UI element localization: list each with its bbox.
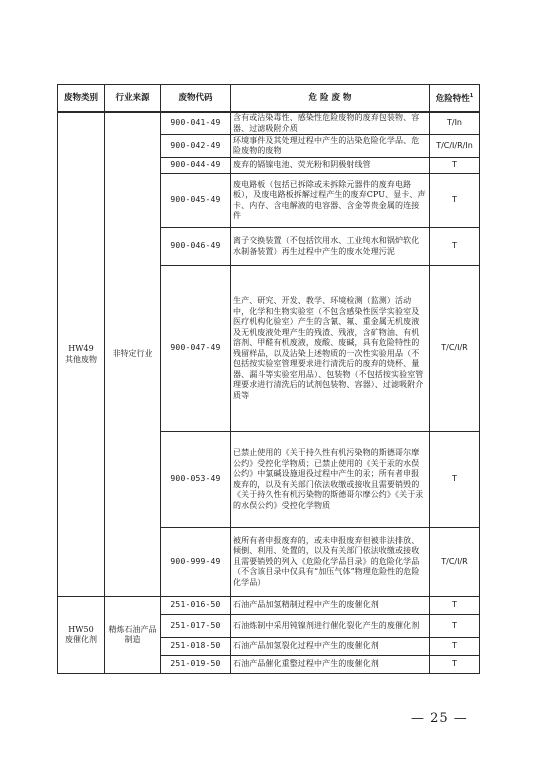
hazard-characteristic: T (430, 656, 480, 674)
table-row (58, 112, 480, 135)
waste-description: 石油产品加氢裂化过程中产生的废催化剂 (231, 638, 430, 656)
industry-cell: 非特定行业 (105, 112, 161, 597)
waste-code: 900-045-49 (161, 174, 231, 228)
table-header-row (58, 85, 480, 113)
waste-description: 含有或沾染毒性、感染性危险废物的废弃包装物、容器、过滤吸附介质 (231, 112, 430, 135)
waste-code: 251-017-50 (161, 615, 231, 638)
category-cell: HW49 其他废物 (58, 112, 105, 597)
waste-code: 900-053-49 (161, 432, 231, 528)
table-row (58, 597, 480, 615)
hazard-characteristic: T (430, 638, 480, 656)
waste-description: 石油产品加氢精制过程中产生的废催化剂 (231, 597, 430, 615)
header-characteristic: 危险特性$^1$ (430, 85, 480, 113)
waste-code: 251-018-50 (161, 638, 231, 656)
header-category: 废物类别 (58, 85, 105, 113)
waste-description: 废电路板（包括已拆除或未拆除元器件的废弃电路板），及废电路板拆解过程产生的废弃CPU、显卡、声卡、内存、含电解液的电容器、含金等贵金属的连接件 (231, 174, 430, 228)
hazard-characteristic: T (430, 432, 480, 528)
waste-code: 900-047-49 (161, 266, 231, 432)
hazard-characteristic: T/C/I/R (430, 266, 480, 432)
hazard-characteristic: T/C/I/R/In (430, 135, 480, 158)
waste-code: 900-041-49 (161, 112, 231, 135)
waste-description: 环境事件及其处理过程中产生的沾染危险化学品、危险废物的废物 (231, 135, 430, 158)
waste-code: 900-042-49 (161, 135, 231, 158)
hazard-characteristic: T (430, 615, 480, 638)
waste-code: 251-019-50 (161, 656, 231, 674)
hazard-characteristic: T (430, 228, 480, 266)
page-number: — 25 — (411, 711, 468, 726)
waste-code: 900-999-49 (161, 528, 231, 597)
header-waste: 危 险 废 物 (231, 85, 430, 113)
waste-description: 被所有者申报废弃的，或未申报废弃但被非法排放、倾倒、利用、处置的，以及有关部门依法收缴或接收且需要销毁的列入《危险化学品目录》的危险化学品（不含该目录中仅具有“加压气体”物理危险性的危险化学品） (231, 528, 430, 597)
header-code: 废物代码 (161, 85, 231, 113)
waste-code: 251-016-50 (161, 597, 231, 615)
waste-code: 900-044-49 (161, 158, 231, 174)
hazard-characteristic: T (430, 158, 480, 174)
industry-cell: 精炼石油产品制造 (105, 597, 161, 674)
waste-description: 已禁止使用的《关于持久性有机污染物的斯德哥尔摩公约》受控化学物质；已禁止使用的《关于汞的水俣公约》中氯碱设施退役过程中产生的汞；所有者申报废弃的，以及有关部门依法收缴或接收且需要销毁的《关于持久性有机污染物的斯德哥尔摩公约》《关于汞的水俣公约》受控化学物质 (231, 432, 430, 528)
category-cell: HW50 废催化剂 (58, 597, 105, 674)
hazard-characteristic: T/C/I/R (430, 528, 480, 597)
header-industry: 行业来源 (105, 85, 161, 113)
waste-description: 生产、研究、开发、教学、环境检测（监测）活动中，化学和生物实验室（不包含感染性医学实验室及医疗机构化验室）产生的含氰、氟、重金属无机废液及无机废液处理产生的残渣、残液，含矿物油、有机溶剂、甲醛有机废液，废酸、废碱，具有危险特性的残留样品，以及沾染上述物质的一次性实验用品（不包括按实验室管理要求进行清洗后的废弃的烧杯、量器、漏斗等实验室用品）、包装物（不包括按实验室管理要求进行清洗后的试剂包装物、容器）、过滤吸附介质等 (231, 266, 430, 432)
hazard-characteristic: T (430, 597, 480, 615)
hazardous-waste-table (57, 84, 480, 674)
waste-description: 废弃的镉镍电池、荧光粉和阴极射线管 (231, 158, 430, 174)
waste-description: 石油炼制中采用钝镍剂进行催化裂化产生的废催化剂 (231, 615, 430, 638)
waste-description: 离子交换装置（不包括饮用水、工业纯水和锅炉软化水制备装置）再生过程中产生的废水处理污泥 (231, 228, 430, 266)
hazard-characteristic: T/In (430, 112, 480, 135)
waste-description: 石油产品催化重整过程中产生的废催化剂 (231, 656, 430, 674)
hazard-characteristic: T (430, 174, 480, 228)
waste-code: 900-046-49 (161, 228, 231, 266)
